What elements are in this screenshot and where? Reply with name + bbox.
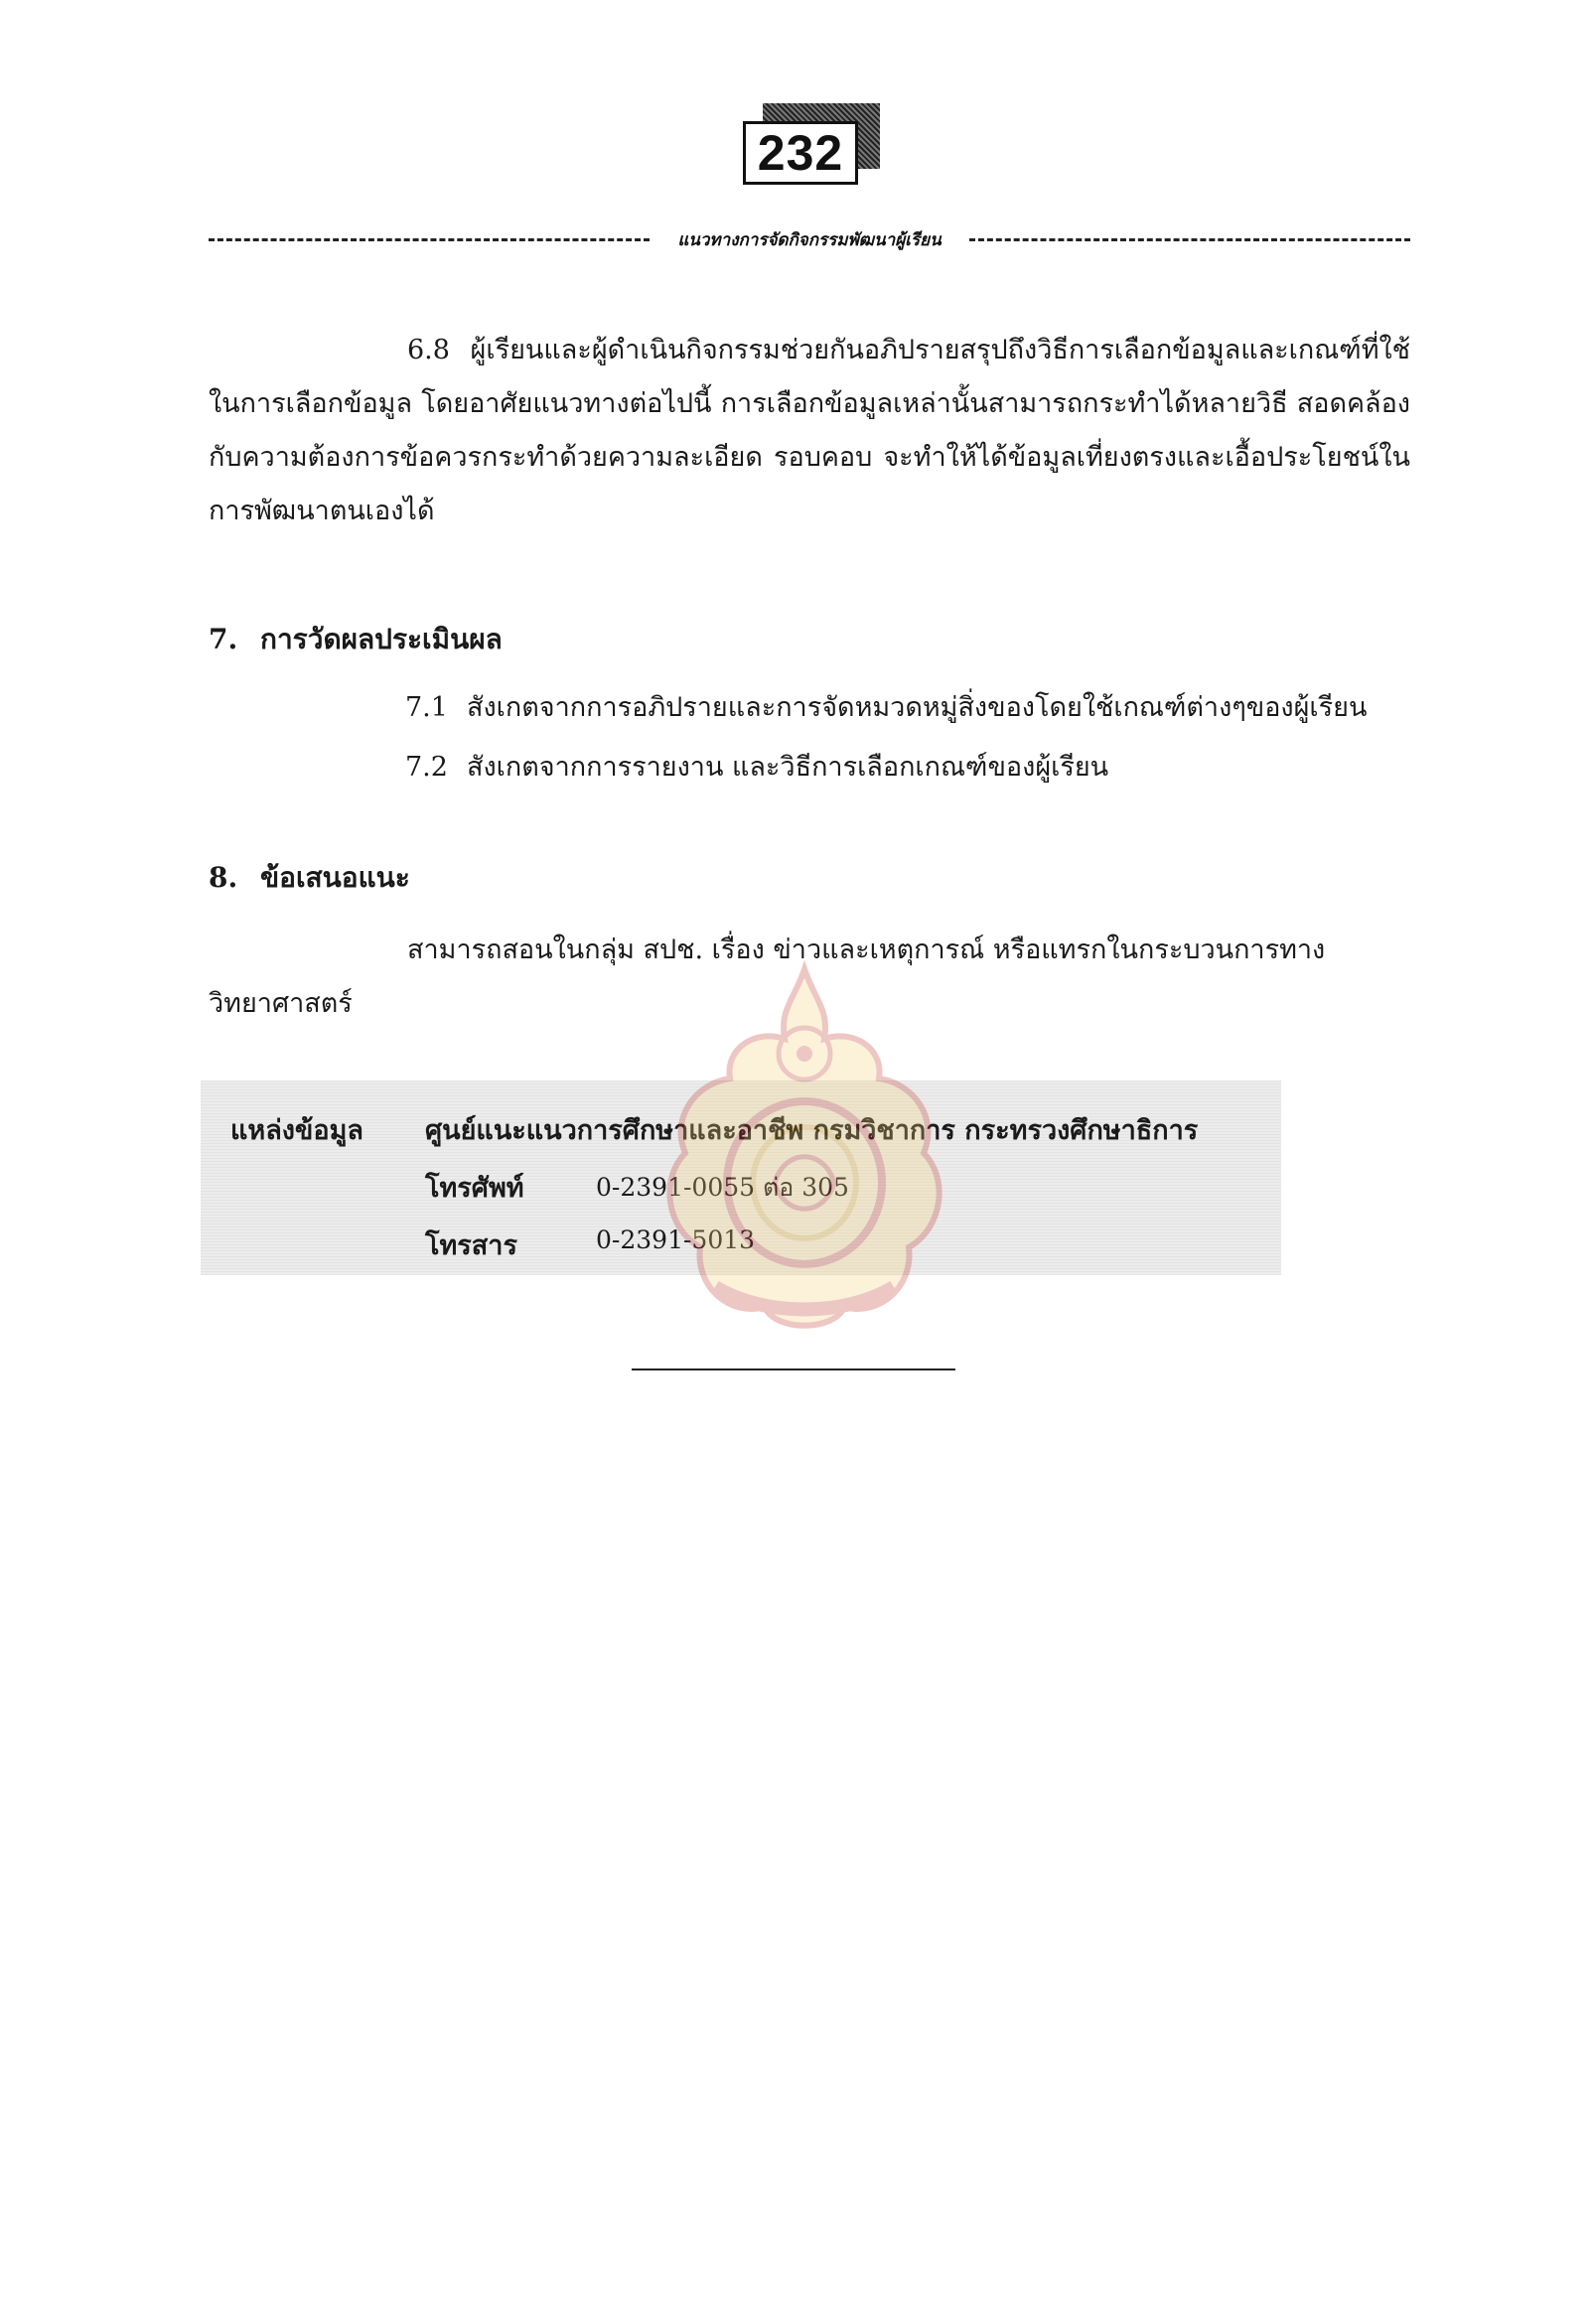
item-number: 7.1 <box>405 692 448 723</box>
paragraph-number: 6.8 <box>407 335 450 365</box>
source-organization: ศูนย์แนะแนวการศึกษาและอาชีพ กรมวิชาการ กระทรวงศึกษาธิการ <box>425 1115 1199 1146</box>
section-8-paragraph <box>209 924 1410 1031</box>
source-label: แหล่งข้อมูล <box>230 1115 363 1146</box>
paragraph-text: ผู้เรียนและผู้ดำเนินกิจกรรมช่วยกันอภิปรายสรุปถึงวิธีการเลือกข้อมูลและเกณฑ์ที่ใช้ในการเลือกข้อมูล โดยอาศัยแนวทางต่อไปนี้ การเลือกข้อมูลเหล่านั้นสามารถกระทำได้หลายวิธี สอดคล้องกับความต้องการข้อควรกระทำด้วยความละเอียด รอบคอบ จะทำให้ได้ข้อมูลเที่ยงตรงและเอื้อประโยชน์ในการพัฒนาตนเองได้ <box>209 335 1410 526</box>
fax-number: 0-2391-5013 <box>596 1225 756 1254</box>
running-header-title: แนวทางการจัดกิจกรรมพัฒนาผู้เรียน <box>677 229 942 250</box>
page-number: 232 <box>743 121 858 185</box>
section-title: ข้อเสนอแนะ <box>260 861 410 894</box>
running-header <box>209 224 1410 254</box>
paragraph-text: สามารถสอนในกลุ่ม สปช. เรื่อง ข่าวและเหตุการณ์ หรือแทรกในกระบวนการทางวิทยาศาสตร์ <box>209 935 1326 1019</box>
section-title: การวัดผลประเมินผล <box>260 623 503 655</box>
source-box <box>201 1080 1281 1275</box>
phone-number: 0-2391-0055 ต่อ 305 <box>596 1173 849 1202</box>
list-item <box>405 745 1108 788</box>
item-number: 7.2 <box>405 752 448 783</box>
section-number: 7. <box>209 623 238 655</box>
page-number-box <box>743 103 882 187</box>
section-8-heading <box>209 856 410 900</box>
list-item <box>405 685 1367 728</box>
end-divider <box>632 1368 955 1370</box>
section-number: 8. <box>209 861 238 894</box>
section-7-heading <box>209 618 503 661</box>
header-rule-left <box>209 238 650 241</box>
header-rule-right <box>969 238 1410 241</box>
paragraph-6-8 <box>209 324 1410 538</box>
phone-label: โทรศัพท์ <box>425 1173 524 1204</box>
item-text: สังเกตจากการอภิปรายและการจัดหมวดหมู่สิ่งของโดยใช้เกณฑ์ต่างๆของผู้เรียน <box>467 692 1368 723</box>
fax-label: โทรสาร <box>425 1230 517 1261</box>
item-text: สังเกตจากการรายงาน และวิธีการเลือกเกณฑ์ของผู้เรียน <box>467 752 1109 783</box>
